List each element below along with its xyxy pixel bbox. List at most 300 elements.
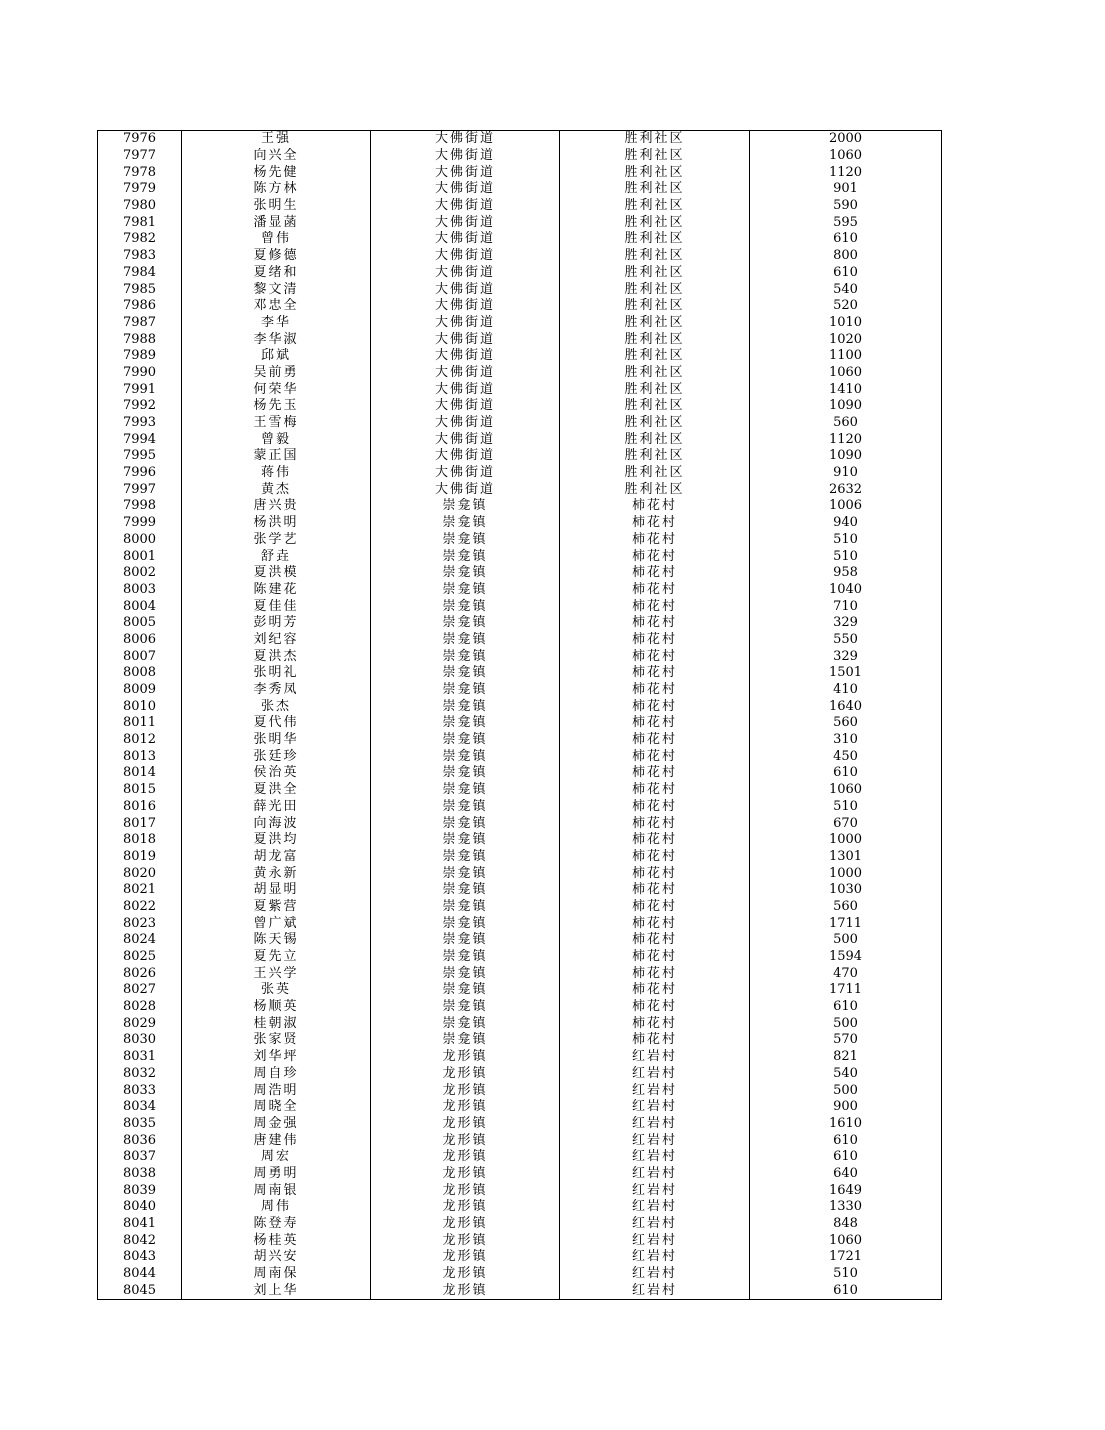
amount-cell: 1610 — [750, 1116, 942, 1133]
community-cell: 胜利社区 — [560, 448, 750, 465]
name-cell: 周伟 — [182, 1199, 371, 1216]
community-cell: 红岩村 — [560, 1182, 750, 1199]
row-number-cell: 7989 — [98, 348, 182, 365]
community-cell: 胜利社区 — [560, 164, 750, 181]
community-cell: 柿花村 — [560, 949, 750, 966]
table-row — [98, 398, 942, 415]
row-number-cell: 8039 — [98, 1182, 182, 1199]
street-cell: 大佛街道 — [371, 415, 560, 432]
table-row — [98, 698, 942, 715]
table-row — [98, 248, 942, 265]
street-cell: 崇龛镇 — [371, 1032, 560, 1049]
street-cell: 大佛街道 — [371, 481, 560, 498]
street-cell: 龙形镇 — [371, 1082, 560, 1099]
community-cell: 柿花村 — [560, 682, 750, 699]
amount-cell: 1501 — [750, 665, 942, 682]
community-cell: 红岩村 — [560, 1116, 750, 1133]
table-row — [98, 331, 942, 348]
street-cell: 龙形镇 — [371, 1266, 560, 1283]
community-cell: 柿花村 — [560, 548, 750, 565]
row-number-cell: 8027 — [98, 982, 182, 999]
row-number-cell: 8002 — [98, 565, 182, 582]
amount-cell: 510 — [750, 532, 942, 549]
amount-cell: 1040 — [750, 582, 942, 599]
amount-cell: 1060 — [750, 1232, 942, 1249]
street-cell: 大佛街道 — [371, 298, 560, 315]
table-row — [98, 431, 942, 448]
street-cell: 龙形镇 — [371, 1066, 560, 1083]
row-number-cell: 8021 — [98, 882, 182, 899]
name-cell: 曾伟 — [182, 231, 371, 248]
table-row — [98, 715, 942, 732]
table-row — [98, 765, 942, 782]
row-number-cell: 8025 — [98, 949, 182, 966]
community-cell: 红岩村 — [560, 1099, 750, 1116]
street-cell: 龙形镇 — [371, 1282, 560, 1299]
row-number-cell: 7979 — [98, 181, 182, 198]
row-number-cell: 8037 — [98, 1149, 182, 1166]
row-number-cell: 8014 — [98, 765, 182, 782]
row-number-cell: 8026 — [98, 965, 182, 982]
table-row — [98, 515, 942, 532]
amount-cell: 1711 — [750, 915, 942, 932]
name-cell: 黎文清 — [182, 281, 371, 298]
street-cell: 龙形镇 — [371, 1132, 560, 1149]
table-row — [98, 732, 942, 749]
community-cell: 胜利社区 — [560, 331, 750, 348]
amount-cell: 670 — [750, 815, 942, 832]
amount-cell: 958 — [750, 565, 942, 582]
table-row — [98, 1066, 942, 1083]
amount-cell: 550 — [750, 632, 942, 649]
community-cell: 柿花村 — [560, 765, 750, 782]
row-number-cell: 8016 — [98, 799, 182, 816]
row-number-cell: 8022 — [98, 899, 182, 916]
row-number-cell: 8042 — [98, 1232, 182, 1249]
row-number-cell: 8018 — [98, 832, 182, 849]
name-cell: 蒙正国 — [182, 448, 371, 465]
table-row — [98, 365, 942, 382]
street-cell: 崇龛镇 — [371, 965, 560, 982]
row-number-cell: 7994 — [98, 431, 182, 448]
table-row — [98, 131, 942, 148]
name-cell: 王强 — [182, 131, 371, 148]
row-number-cell: 7998 — [98, 498, 182, 515]
table-row — [98, 565, 942, 582]
community-cell: 胜利社区 — [560, 131, 750, 148]
community-cell: 柿花村 — [560, 748, 750, 765]
row-number-cell: 7984 — [98, 265, 182, 282]
amount-cell: 1330 — [750, 1199, 942, 1216]
row-number-cell: 8005 — [98, 615, 182, 632]
street-cell: 大佛街道 — [371, 381, 560, 398]
name-cell: 桂朝淑 — [182, 1015, 371, 1032]
table-row — [98, 1182, 942, 1199]
street-cell: 崇龛镇 — [371, 932, 560, 949]
street-cell: 崇龛镇 — [371, 799, 560, 816]
name-cell: 向兴全 — [182, 148, 371, 165]
table-row — [98, 1216, 942, 1233]
table-row — [98, 298, 942, 315]
table-row — [98, 982, 942, 999]
amount-cell: 1410 — [750, 381, 942, 398]
street-cell: 大佛街道 — [371, 214, 560, 231]
street-cell: 大佛街道 — [371, 131, 560, 148]
row-number-cell: 8013 — [98, 748, 182, 765]
name-cell: 杨洪明 — [182, 515, 371, 532]
name-cell: 周浩明 — [182, 1082, 371, 1099]
community-cell: 红岩村 — [560, 1166, 750, 1183]
street-cell: 崇龛镇 — [371, 849, 560, 866]
amount-cell: 1120 — [750, 164, 942, 181]
community-cell: 柿花村 — [560, 732, 750, 749]
table-row — [98, 665, 942, 682]
community-cell: 胜利社区 — [560, 365, 750, 382]
row-number-cell: 7983 — [98, 248, 182, 265]
name-cell: 胡显明 — [182, 882, 371, 899]
table-row — [98, 615, 942, 632]
street-cell: 崇龛镇 — [371, 598, 560, 615]
table-row — [98, 965, 942, 982]
row-number-cell: 8019 — [98, 849, 182, 866]
table-body — [98, 131, 942, 1300]
row-number-cell: 8010 — [98, 698, 182, 715]
amount-cell: 610 — [750, 231, 942, 248]
street-cell: 龙形镇 — [371, 1099, 560, 1116]
name-cell: 夏佳佳 — [182, 598, 371, 615]
community-cell: 胜利社区 — [560, 465, 750, 482]
name-cell: 王雪梅 — [182, 415, 371, 432]
amount-cell: 1060 — [750, 148, 942, 165]
amount-cell: 510 — [750, 548, 942, 565]
table-row — [98, 815, 942, 832]
row-number-cell: 7995 — [98, 448, 182, 465]
community-cell: 柿花村 — [560, 999, 750, 1016]
row-number-cell: 8034 — [98, 1099, 182, 1116]
table-row — [98, 1232, 942, 1249]
table-row — [98, 1099, 942, 1116]
street-cell: 崇龛镇 — [371, 882, 560, 899]
name-cell: 胡龙富 — [182, 849, 371, 866]
row-number-cell: 7993 — [98, 415, 182, 432]
amount-cell: 500 — [750, 1082, 942, 1099]
street-cell: 龙形镇 — [371, 1199, 560, 1216]
street-cell: 龙形镇 — [371, 1216, 560, 1233]
name-cell: 陈建花 — [182, 582, 371, 599]
community-cell: 红岩村 — [560, 1232, 750, 1249]
row-number-cell: 7985 — [98, 281, 182, 298]
street-cell: 大佛街道 — [371, 248, 560, 265]
table-row — [98, 348, 942, 365]
name-cell: 周晓全 — [182, 1099, 371, 1116]
amount-cell: 610 — [750, 999, 942, 1016]
table-row — [98, 164, 942, 181]
street-cell: 大佛街道 — [371, 398, 560, 415]
amount-cell: 610 — [750, 1132, 942, 1149]
community-cell: 柿花村 — [560, 899, 750, 916]
amount-cell: 470 — [750, 965, 942, 982]
community-cell: 红岩村 — [560, 1049, 750, 1066]
name-cell: 彭明芳 — [182, 615, 371, 632]
street-cell: 崇龛镇 — [371, 949, 560, 966]
amount-cell: 1006 — [750, 498, 942, 515]
amount-cell: 500 — [750, 1015, 942, 1032]
amount-cell: 2000 — [750, 131, 942, 148]
table-row — [98, 899, 942, 916]
street-cell: 崇龛镇 — [371, 732, 560, 749]
community-cell: 柿花村 — [560, 832, 750, 849]
table-row — [98, 1282, 942, 1299]
amount-cell: 1060 — [750, 365, 942, 382]
amount-cell: 500 — [750, 932, 942, 949]
community-cell: 胜利社区 — [560, 415, 750, 432]
community-cell: 柿花村 — [560, 698, 750, 715]
street-cell: 崇龛镇 — [371, 815, 560, 832]
community-cell: 柿花村 — [560, 582, 750, 599]
community-cell: 红岩村 — [560, 1066, 750, 1083]
street-cell: 龙形镇 — [371, 1116, 560, 1133]
table-row — [98, 1132, 942, 1149]
street-cell: 龙形镇 — [371, 1166, 560, 1183]
table-row — [98, 1249, 942, 1266]
amount-cell: 1721 — [750, 1249, 942, 1266]
name-cell: 周南保 — [182, 1266, 371, 1283]
row-number-cell: 8024 — [98, 932, 182, 949]
row-number-cell: 8035 — [98, 1116, 182, 1133]
community-cell: 柿花村 — [560, 849, 750, 866]
row-number-cell: 8031 — [98, 1049, 182, 1066]
amount-cell: 1060 — [750, 782, 942, 799]
street-cell: 大佛街道 — [371, 431, 560, 448]
name-cell: 刘纪容 — [182, 632, 371, 649]
street-cell: 崇龛镇 — [371, 565, 560, 582]
name-cell: 杨顺英 — [182, 999, 371, 1016]
community-cell: 柿花村 — [560, 932, 750, 949]
community-cell: 柿花村 — [560, 648, 750, 665]
amount-cell: 1000 — [750, 832, 942, 849]
row-number-cell: 8009 — [98, 682, 182, 699]
name-cell: 王兴学 — [182, 965, 371, 982]
amount-cell: 1711 — [750, 982, 942, 999]
row-number-cell: 7992 — [98, 398, 182, 415]
row-number-cell: 8023 — [98, 915, 182, 932]
community-cell: 红岩村 — [560, 1149, 750, 1166]
row-number-cell: 7978 — [98, 164, 182, 181]
table-row — [98, 582, 942, 599]
name-cell: 张英 — [182, 982, 371, 999]
community-cell: 胜利社区 — [560, 481, 750, 498]
community-cell: 胜利社区 — [560, 381, 750, 398]
row-number-cell: 8001 — [98, 548, 182, 565]
community-cell: 柿花村 — [560, 982, 750, 999]
row-number-cell: 7997 — [98, 481, 182, 498]
amount-cell: 595 — [750, 214, 942, 231]
name-cell: 吴前勇 — [182, 365, 371, 382]
row-number-cell: 8029 — [98, 1015, 182, 1032]
name-cell: 周勇明 — [182, 1166, 371, 1183]
street-cell: 崇龛镇 — [371, 498, 560, 515]
name-cell: 李华淑 — [182, 331, 371, 348]
street-cell: 龙形镇 — [371, 1249, 560, 1266]
row-number-cell: 8030 — [98, 1032, 182, 1049]
name-cell: 邱斌 — [182, 348, 371, 365]
community-cell: 柿花村 — [560, 715, 750, 732]
name-cell: 夏代伟 — [182, 715, 371, 732]
community-cell: 胜利社区 — [560, 315, 750, 332]
name-cell: 张学艺 — [182, 532, 371, 549]
name-cell: 夏修德 — [182, 248, 371, 265]
community-cell: 柿花村 — [560, 815, 750, 832]
row-number-cell: 7991 — [98, 381, 182, 398]
table-row — [98, 598, 942, 615]
table-row — [98, 932, 942, 949]
name-cell: 杨先玉 — [182, 398, 371, 415]
row-number-cell: 7988 — [98, 331, 182, 348]
amount-cell: 800 — [750, 248, 942, 265]
street-cell: 崇龛镇 — [371, 582, 560, 599]
amount-cell: 640 — [750, 1166, 942, 1183]
name-cell: 李华 — [182, 315, 371, 332]
table-row — [98, 181, 942, 198]
name-cell: 刘上华 — [182, 1282, 371, 1299]
table-row — [98, 999, 942, 1016]
row-number-cell: 8017 — [98, 815, 182, 832]
row-number-cell: 8004 — [98, 598, 182, 615]
amount-cell: 1120 — [750, 431, 942, 448]
community-cell: 红岩村 — [560, 1216, 750, 1233]
community-cell: 柿花村 — [560, 782, 750, 799]
amount-cell: 1000 — [750, 865, 942, 882]
name-cell: 刘华坪 — [182, 1049, 371, 1066]
table-row — [98, 548, 942, 565]
community-cell: 柿花村 — [560, 515, 750, 532]
street-cell: 崇龛镇 — [371, 632, 560, 649]
amount-cell: 1090 — [750, 448, 942, 465]
community-cell: 柿花村 — [560, 915, 750, 932]
amount-cell: 560 — [750, 415, 942, 432]
community-cell: 柿花村 — [560, 632, 750, 649]
row-number-cell: 7981 — [98, 214, 182, 231]
name-cell: 夏洪全 — [182, 782, 371, 799]
amount-cell: 910 — [750, 465, 942, 482]
community-cell: 胜利社区 — [560, 248, 750, 265]
amount-cell: 610 — [750, 1282, 942, 1299]
name-cell: 杨桂英 — [182, 1232, 371, 1249]
name-cell: 蒋伟 — [182, 465, 371, 482]
table-row — [98, 1266, 942, 1283]
table-row — [98, 949, 942, 966]
row-number-cell: 8011 — [98, 715, 182, 732]
street-cell: 大佛街道 — [371, 348, 560, 365]
amount-cell: 329 — [750, 648, 942, 665]
name-cell: 张廷珍 — [182, 748, 371, 765]
street-cell: 大佛街道 — [371, 465, 560, 482]
name-cell: 陈天锡 — [182, 932, 371, 949]
amount-cell: 1100 — [750, 348, 942, 365]
street-cell: 崇龛镇 — [371, 698, 560, 715]
row-number-cell: 7982 — [98, 231, 182, 248]
table-row — [98, 448, 942, 465]
community-cell: 胜利社区 — [560, 231, 750, 248]
community-cell: 胜利社区 — [560, 214, 750, 231]
table-row — [98, 498, 942, 515]
table-row — [98, 748, 942, 765]
table-row — [98, 381, 942, 398]
table-row — [98, 281, 942, 298]
row-number-cell: 8006 — [98, 632, 182, 649]
amount-cell: 1020 — [750, 331, 942, 348]
street-cell: 大佛街道 — [371, 331, 560, 348]
table-row — [98, 1149, 942, 1166]
community-cell: 红岩村 — [560, 1282, 750, 1299]
row-number-cell: 8015 — [98, 782, 182, 799]
community-cell: 胜利社区 — [560, 265, 750, 282]
amount-cell: 1649 — [750, 1182, 942, 1199]
table-row — [98, 315, 942, 332]
row-number-cell: 7996 — [98, 465, 182, 482]
community-cell: 柿花村 — [560, 498, 750, 515]
name-cell: 夏洪杰 — [182, 648, 371, 665]
table-row — [98, 1015, 942, 1032]
row-number-cell: 7987 — [98, 315, 182, 332]
table-row — [98, 915, 942, 932]
data-table — [97, 130, 942, 1300]
table-row — [98, 1032, 942, 1049]
amount-cell: 821 — [750, 1049, 942, 1066]
name-cell: 薛光田 — [182, 799, 371, 816]
name-cell: 潘显菡 — [182, 214, 371, 231]
table-row — [98, 1082, 942, 1099]
row-number-cell: 8045 — [98, 1282, 182, 1299]
name-cell: 黄永新 — [182, 865, 371, 882]
row-number-cell: 8033 — [98, 1082, 182, 1099]
row-number-cell: 8040 — [98, 1199, 182, 1216]
row-number-cell: 8044 — [98, 1266, 182, 1283]
street-cell: 崇龛镇 — [371, 515, 560, 532]
name-cell: 夏洪均 — [182, 832, 371, 849]
amount-cell: 901 — [750, 181, 942, 198]
amount-cell: 590 — [750, 198, 942, 215]
name-cell: 夏洪模 — [182, 565, 371, 582]
amount-cell: 1010 — [750, 315, 942, 332]
community-cell: 柿花村 — [560, 598, 750, 615]
community-cell: 柿花村 — [560, 882, 750, 899]
name-cell: 胡兴安 — [182, 1249, 371, 1266]
table-row — [98, 1166, 942, 1183]
community-cell: 胜利社区 — [560, 398, 750, 415]
street-cell: 大佛街道 — [371, 164, 560, 181]
amount-cell: 2632 — [750, 481, 942, 498]
amount-cell: 410 — [750, 682, 942, 699]
name-cell: 夏绪和 — [182, 265, 371, 282]
table-row — [98, 231, 942, 248]
name-cell: 李秀凤 — [182, 682, 371, 699]
amount-cell: 1301 — [750, 849, 942, 866]
street-cell: 崇龛镇 — [371, 899, 560, 916]
community-cell: 胜利社区 — [560, 281, 750, 298]
community-cell: 红岩村 — [560, 1082, 750, 1099]
community-cell: 胜利社区 — [560, 198, 750, 215]
street-cell: 崇龛镇 — [371, 832, 560, 849]
amount-cell: 848 — [750, 1216, 942, 1233]
amount-cell: 560 — [750, 899, 942, 916]
name-cell: 唐建伟 — [182, 1132, 371, 1149]
street-cell: 崇龛镇 — [371, 648, 560, 665]
amount-cell: 570 — [750, 1032, 942, 1049]
street-cell: 大佛街道 — [371, 315, 560, 332]
name-cell: 周南银 — [182, 1182, 371, 1199]
name-cell: 夏先立 — [182, 949, 371, 966]
